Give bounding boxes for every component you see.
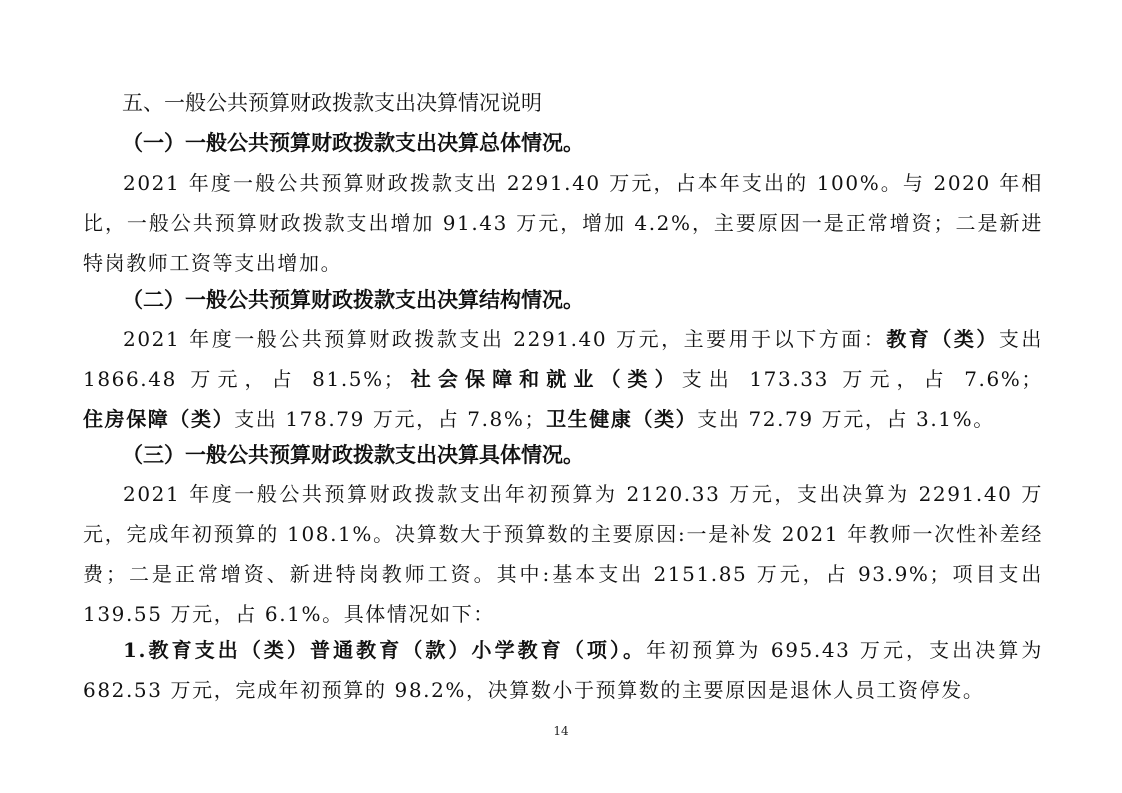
subsection-1-paragraph: 2021 年度一般公共预算财政拨款支出 2291.40 万元，占本年支出的 100%。与 2020 年相比，一般公共预算财政拨款支出增加 91.43 万元，增加 4.2%，主要原因一是正常增资；二是新进特岗教师工资等支出增加。 [83,171,1043,275]
text-run: 2021 年度一般公共预算财政拨款支出 2291.40 万元，主要用于以下方面： [123,327,887,351]
subsection-3-item-1 [83,630,1043,710]
category-education: 教育（类） [886,327,999,351]
subsection-2-paragraph [83,319,1043,439]
subsection-1-title: （一）一般公共预算财政拨款支出决算总体情况。 [122,130,584,155]
text-run: 支出 178.79 万元，占 7.8%； [234,407,547,431]
text-run: 支出 72.79 万元，占 3.1%。 [697,407,995,431]
subsection-3-paragraph: 2021 年度一般公共预算财政拨款支出年初预算为 2120.33 万元，支出决算为 2291.40 万元，完成年初预算的 108.1%。决算数大于预算数的主要原因:一是补发 2021 年教师一次性补差经费；二是正常增资、新进特岗教师工资。其中:基本支出 2151.85 万元，占 93.9%；项目支出 139.55 万元，占 6.1%。具体情况如下： [83,482,1043,626]
category-health: 卫生健康（类） [546,407,698,431]
item-1-heading: 1.教育支出（类）普通教育（款）小学教育（项）。 [123,638,647,662]
text-run: 支出 1866.48 万元，占 81.5%； [83,327,1043,391]
item-1-text: 年初预算为 695.43 万元，支出决算为 682.53 万元，完成年初预算的 98.2%，决算数小于预算数的主要原因是退休人员工资停发。 [83,638,1043,702]
section-title: 五、一般公共预算财政拨款支出决算情况说明 [122,91,542,115]
page-number: 14 [553,724,569,738]
subsection-3-title: （三）一般公共预算财政拨款支出决算具体情况。 [122,442,584,467]
subsection-2-title: （二）一般公共预算财政拨款支出决算结构情况。 [122,287,584,312]
text-run: 支出 173.33 万元，占 7.6%； [681,367,1044,391]
category-housing: 住房保障（类） [83,407,235,431]
category-social-security: 社会保障和就业（类） [405,367,682,391]
